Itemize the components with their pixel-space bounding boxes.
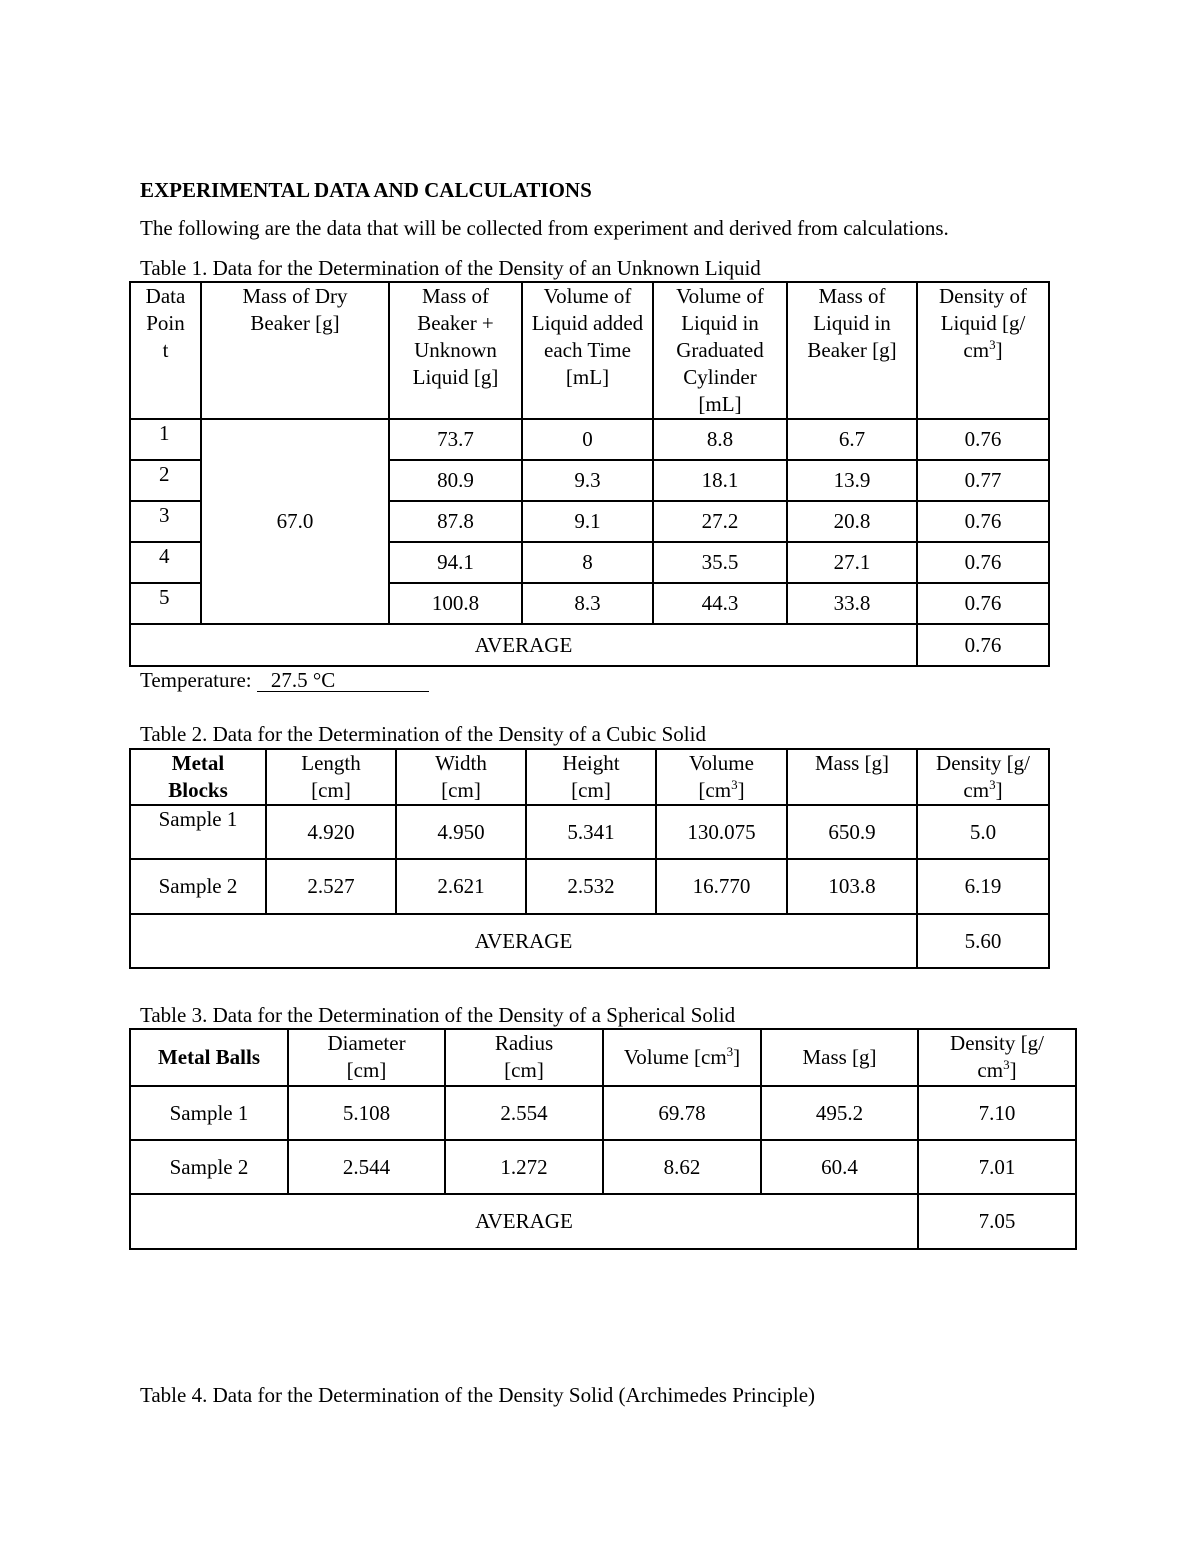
- header-density-exponent: 3: [989, 777, 996, 792]
- table-row: [130, 1086, 1076, 1140]
- sample-cell: Sample 1: [130, 1086, 288, 1140]
- liquid-mass-cell: 33.8: [787, 583, 917, 624]
- header-density-exponent: 3: [989, 337, 996, 352]
- sample-cell: Sample 1: [130, 805, 266, 859]
- volume-cylinder-cell: 8.8: [653, 419, 787, 460]
- table1-average-row: [130, 624, 1049, 666]
- header-density: [917, 749, 1049, 805]
- density-cell: 7.10: [918, 1086, 1076, 1140]
- header-volume-cylinder: Volume of Liquid in Graduated Cylinder [mL]: [653, 282, 787, 419]
- header-liquid-mass: Mass of Liquid in Beaker [g]: [787, 282, 917, 419]
- height-cell: 2.532: [526, 859, 656, 914]
- table-row: [130, 1140, 1076, 1194]
- sample-cell: Sample 2: [130, 1140, 288, 1194]
- mass-cell: 103.8: [787, 859, 917, 914]
- liquid-mass-cell: 27.1: [787, 542, 917, 583]
- dry-beaker-mass-cell: 67.0: [201, 419, 389, 624]
- table3-header-row: [130, 1029, 1076, 1086]
- header-density-text: Density [g/ cm: [936, 751, 1030, 802]
- table-row: [130, 805, 1049, 859]
- header-height: Height [cm]: [526, 749, 656, 805]
- header-metal-balls: Metal Balls: [130, 1029, 288, 1086]
- volume-added-cell: 8: [522, 542, 653, 583]
- table-row: [130, 859, 1049, 914]
- volume-cylinder-cell: 44.3: [653, 583, 787, 624]
- mass-cell: 60.4: [761, 1140, 918, 1194]
- beaker-liquid-cell: 73.7: [389, 419, 522, 460]
- section-heading: EXPERIMENTAL DATA AND CALCULATIONS: [140, 178, 592, 202]
- volume-cell: 130.075: [656, 805, 787, 859]
- average-value: 0.76: [917, 624, 1049, 666]
- density-cell: 0.76: [917, 542, 1049, 583]
- header-volume-suffix: ]: [737, 778, 745, 802]
- header-density-exponent: 3: [1003, 1057, 1010, 1072]
- table2-average-row: [130, 914, 1049, 968]
- table3-spherical-solid-density: [129, 1028, 1077, 1250]
- header-volume-exponent: 3: [726, 1044, 734, 1059]
- data-point-cell: 4: [130, 542, 201, 583]
- volume-cell: 8.62: [603, 1140, 761, 1194]
- average-label: AVERAGE: [130, 1194, 918, 1249]
- table1-header-row: [130, 282, 1049, 419]
- beaker-liquid-cell: 94.1: [389, 542, 522, 583]
- length-cell: 2.527: [266, 859, 396, 914]
- density-cell: 0.76: [917, 583, 1049, 624]
- header-data-point: Data Poin t: [130, 282, 201, 419]
- diameter-cell: 2.544: [288, 1140, 445, 1194]
- temperature-value: 27.5 °C: [257, 669, 429, 692]
- table1-caption: Table 1. Data for the Determination of the Density of an Unknown Liquid: [140, 256, 761, 280]
- density-cell: 5.0: [917, 805, 1049, 859]
- beaker-liquid-cell: 87.8: [389, 501, 522, 542]
- volume-cylinder-cell: 18.1: [653, 460, 787, 501]
- header-volume: [603, 1029, 761, 1086]
- data-point-cell: 5: [130, 583, 201, 624]
- average-label: AVERAGE: [130, 624, 917, 666]
- volume-cell: 16.770: [656, 859, 787, 914]
- volume-added-cell: 9.3: [522, 460, 653, 501]
- table3-caption: Table 3. Data for the Determination of the Density of a Spherical Solid: [140, 1003, 736, 1027]
- beaker-liquid-cell: 100.8: [389, 583, 522, 624]
- data-point-cell: 2: [130, 460, 201, 501]
- header-volume: [656, 749, 787, 805]
- mass-cell: 495.2: [761, 1086, 918, 1140]
- volume-cell: 69.78: [603, 1086, 761, 1140]
- radius-cell: 1.272: [445, 1140, 603, 1194]
- density-cell: 0.77: [917, 460, 1049, 501]
- table4-caption: Table 4. Data for the Determination of the Density Solid (Archimedes Principle): [140, 1383, 816, 1407]
- data-point-cell: 3: [130, 501, 201, 542]
- mass-cell: 650.9: [787, 805, 917, 859]
- header-mass: Mass [g]: [761, 1029, 918, 1086]
- volume-added-cell: 9.1: [522, 501, 653, 542]
- width-cell: 2.621: [396, 859, 526, 914]
- volume-cylinder-cell: 27.2: [653, 501, 787, 542]
- height-cell: 5.341: [526, 805, 656, 859]
- average-value: 7.05: [918, 1194, 1076, 1249]
- header-mass: Mass [g]: [787, 749, 917, 805]
- liquid-mass-cell: 20.8: [787, 501, 917, 542]
- density-cell: 0.76: [917, 419, 1049, 460]
- header-radius: Radius [cm]: [445, 1029, 603, 1086]
- header-density-suffix: ]: [995, 338, 1003, 362]
- liquid-mass-cell: 13.9: [787, 460, 917, 501]
- beaker-liquid-cell: 80.9: [389, 460, 522, 501]
- liquid-mass-cell: 6.7: [787, 419, 917, 460]
- sample-cell: Sample 2: [130, 859, 266, 914]
- header-volume-text: Volume [cm: [689, 751, 754, 802]
- header-dry-beaker-mass: Mass of Dry Beaker [g]: [201, 282, 389, 419]
- table2-cubic-solid-density: [129, 748, 1050, 969]
- header-width: Width [cm]: [396, 749, 526, 805]
- header-liquid-density: [917, 282, 1049, 419]
- table2-caption: Table 2. Data for the Determination of the Density of a Cubic Solid: [140, 722, 706, 746]
- table3-average-row: [130, 1194, 1076, 1249]
- temperature-label: Temperature:: [140, 668, 252, 692]
- header-length: Length [cm]: [266, 749, 396, 805]
- header-density-suffix: ]: [1009, 1058, 1017, 1082]
- header-density-suffix: ]: [995, 778, 1003, 802]
- radius-cell: 2.554: [445, 1086, 603, 1140]
- header-beaker-liquid-mass: Mass of Beaker + Unknown Liquid [g]: [389, 282, 522, 419]
- table2-header-row: [130, 749, 1049, 805]
- header-volume-added: Volume of Liquid added each Time [mL]: [522, 282, 653, 419]
- average-value: 5.60: [917, 914, 1049, 968]
- header-density-text: Density of Liquid [g/ cm: [938, 284, 1028, 362]
- header-volume-suffix: ]: [733, 1045, 741, 1069]
- density-cell: 6.19: [917, 859, 1049, 914]
- average-label: AVERAGE: [130, 914, 917, 968]
- table-row: [130, 419, 1049, 460]
- density-cell: 0.76: [917, 501, 1049, 542]
- header-metal-blocks: Metal Blocks: [130, 749, 266, 805]
- header-volume-text: Volume [cm: [623, 1045, 727, 1069]
- header-density: [918, 1029, 1076, 1086]
- diameter-cell: 5.108: [288, 1086, 445, 1140]
- header-density-text: Density [g/ cm: [950, 1031, 1044, 1082]
- width-cell: 4.950: [396, 805, 526, 859]
- length-cell: 4.920: [266, 805, 396, 859]
- temperature-line: [140, 668, 429, 693]
- volume-cylinder-cell: 35.5: [653, 542, 787, 583]
- header-diameter: Diameter [cm]: [288, 1029, 445, 1086]
- header-volume-exponent: 3: [731, 777, 738, 792]
- intro-text: The following are the data that will be collected from experiment and derived from calculations.: [140, 216, 949, 240]
- data-point-cell: 1: [130, 419, 201, 460]
- density-cell: 7.01: [918, 1140, 1076, 1194]
- volume-added-cell: 0: [522, 419, 653, 460]
- volume-added-cell: 8.3: [522, 583, 653, 624]
- table1-liquid-density: [129, 281, 1050, 667]
